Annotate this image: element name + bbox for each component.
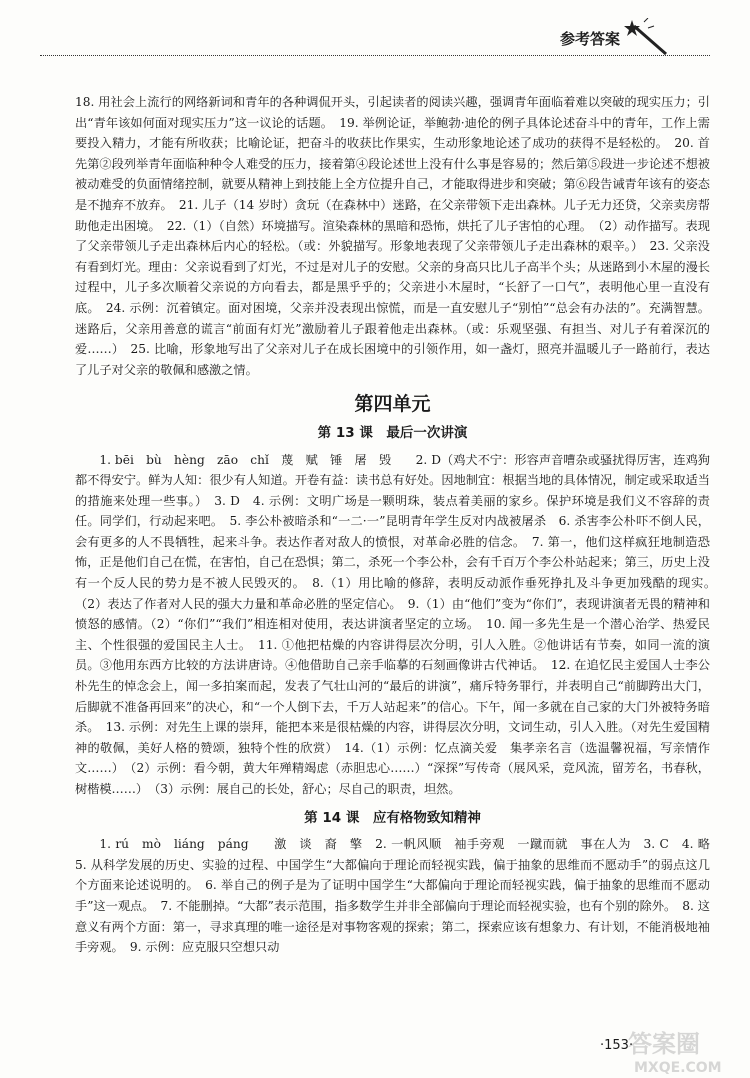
header-title: 参考答案 (559, 30, 620, 48)
header-divider (40, 55, 710, 56)
page-number: ·153· (600, 1038, 634, 1053)
lesson-14-heading: 第 14 课 应有格物致知精神 (304, 809, 481, 826)
lesson-13-heading: 第 13 课 最后一次讲演 (317, 424, 468, 441)
answer-paragraph-lesson-13: 1. bēi bù hèng zāo chǐ 蔑 赋 锤 屠 毁 2. D（鸡犬不宁：形容声音嘈杂或骚扰得厉害，连鸡狗都不得安宁。鲜为人知：很少有人知道。开卷有益：读书总有好处。因地制宜：根据当地的具体情况，制定或采取适当的措施来处理一些事。） 3. D 4. 示例：文明广场是一颗明珠，装点着美丽的家乡。保护环境是我们义不容辞的责任。同学们，行动起来吧。 5. 李公朴被暗杀和“一二·一”昆明青年学生反对内战被屠杀 6. 杀害李公朴吓不倒人民，会有更多的人不畏牺牲，起来斗争。表达作者对敌人的愤恨，对革命必胜的信念。 7. 第一，他们这样疯狂地制造恐怖，正是他们自己在慌，在害怕，自己在恐惧；第二，杀死一个李公朴，会有千百万个李公朴站起来；第三，历史上没有一个反人民的势力是不被人民毁灭的。 8.（1）用比喻的修辞，表明反动派作垂死挣扎及斗争更加残酷的现实。 （2）表达了作者对人民的强大力量和革命必胜的坚定信心。 9.（1）由“他们”变为“你们”，表现讲演者无畏的精神和愤怒的感情。（2）“你们”“我们”相连相对使用，表达讲演者坚定的立场。 10. 闻一多先生是一个潜心治学、热爱民主、个性很强的爱国民主人士。 11. ①他把枯燥的内容讲得层次分明，引人入胜。②他讲话有节奏，如同一流的演员。③他用东西方比较的方法讲唐诗。④他借助自己亲手临摹的石刻画像讲古代神话。 12. 在追忆民主爱国人士李公朴先生的悼念会上，闻一多拍案而起，发表了气壮山河的“最后的讲演”，痛斥特务罪行，并表明自己“前脚跨出大门，后脚就不准备再回来”的决心，和“一个人倒下去，千万人站起来”的信心。下午，闻一多就在自己家的大门外被特务暗杀。 13. 示例：对先生上课的崇拜，能把本来是很枯燥的内容，讲得层次分明，文词生动，引人入胜。（对先生爱国精神的敬佩，美好人格的赞颂，独特个性的欣赏） 14.（1）示例：忆点滴关爱 集孝亲名言（选温馨祝福，写亲情作文……） （2）示例：看今朝，黄大年殚精竭虑（赤胆忠心……）“深探”写传奇（展风采，竞风流，留芳名，书春秋，树楷模……） （3）示例：展自己的长处，舒心；尽自己的职责，坦然。 (75, 452, 723, 796)
svg-text:MXQE.COM: MXQE.COM (634, 1060, 722, 1076)
svg-text:答案圈: 答案圈 (628, 1030, 700, 1058)
answer-body (75, 92, 723, 958)
unit-heading: 第四单元 (354, 393, 431, 416)
answer-paragraph-unit3: 18. 用社会上流行的网络新词和青年的各种调侃开头，引起读者的阅读兴趣，强调青年面临着难以突破的现实压力；引出“青年该如何面对现实压力”这一议论的话题。 19. 举例论证，举鲍勃·迪伦的例子具体论述奋斗中的青年，工作上需要投入精力，才能有所收获；比喻论证，把奋斗的收获比作果实，生动形象地论述了成功的获得不是轻松的。 20. 首先第②段列举青年面临种种令人难受的压力，接着第④段论述世上没有什么事是容易的；然后第⑤段进一步论述不想被被动难受的负面情绪控制，就要从精神上到技能上全方位提升自己，才能取得进步和突破；第⑥段告诫青年该有的姿态是不抛弃不放弃。 21. 儿子（14 岁时）贪玩（在森林中）迷路，在父亲带领下走出森林。儿子无力还贷，父亲卖房帮助他走出困境。 22.（1）（自然）环境描写。渲染森林的黑暗和恐怖，烘托了儿子害怕的心理。 （2）动作描写。表现了父亲带领儿子走出森林后内心的轻松。（或：外貌描写。形象地表现了父亲带领儿子走出森林的艰辛。） 23. 父亲没有看到灯光。理由：父亲说看到了灯光，不过是对儿子的安慰。父亲的身高只比儿子高半个头；从迷路到小木屋的漫长过程中，儿子多次顺着父亲说的方向看去，都是黑乎乎的；父亲进小木屋时，“长舒了一口气”，表明他心里一直没有底。 24. 示例：沉着镇定。面对困境，父亲并没表现出惊慌，而是一直安慰儿子“别怕”“总会有办法的”。充满智慧。迷路后，父亲用善意的谎言“前面有灯光”激励着儿子跟着他走出森林。（或：乐观坚强、有担当、对儿子有着深沉的爱……） 25. 比喻，形象地写出了父亲对儿子在成长困境中的引领作用，如一盏灯，照亮并温暖儿子一路前行，表达了儿子对父亲的敬佩和感激之情。 (75, 95, 710, 377)
watermark-logo (624, 1022, 750, 1078)
answer-paragraph-lesson-14: 1. rú mò liáng páng 激 谈 裔 擎 2. 一帆风顺 袖手旁观 一蹴而就 事在人为 3. C 4. 略 5. 从科学发展的历史、实验的过程、中国学生“大都偏向于理论而轻视实践，偏于抽象的思维而不愿动手”的弱点这几个方面来论述说明的。 6. 举自己的例子是为了证明中国学生“大都偏向于理论而轻视实践，偏于抽象的思维而不愿动手”这一观点。 7. 不能删掉。“大都”表示范围，指多数学生并非全部偏向于理论而轻视实验，也有个别的除外。 8. 这意义有两个方面：第一，寻求真理的唯一途径是对事物客观的探索；第二，探索应该有想象力、有计划，不能消极地袖手旁观。 9. 示例：应克服只空想只动 (75, 837, 723, 955)
magic-wand-icon (620, 18, 670, 58)
page-header (40, 18, 710, 58)
